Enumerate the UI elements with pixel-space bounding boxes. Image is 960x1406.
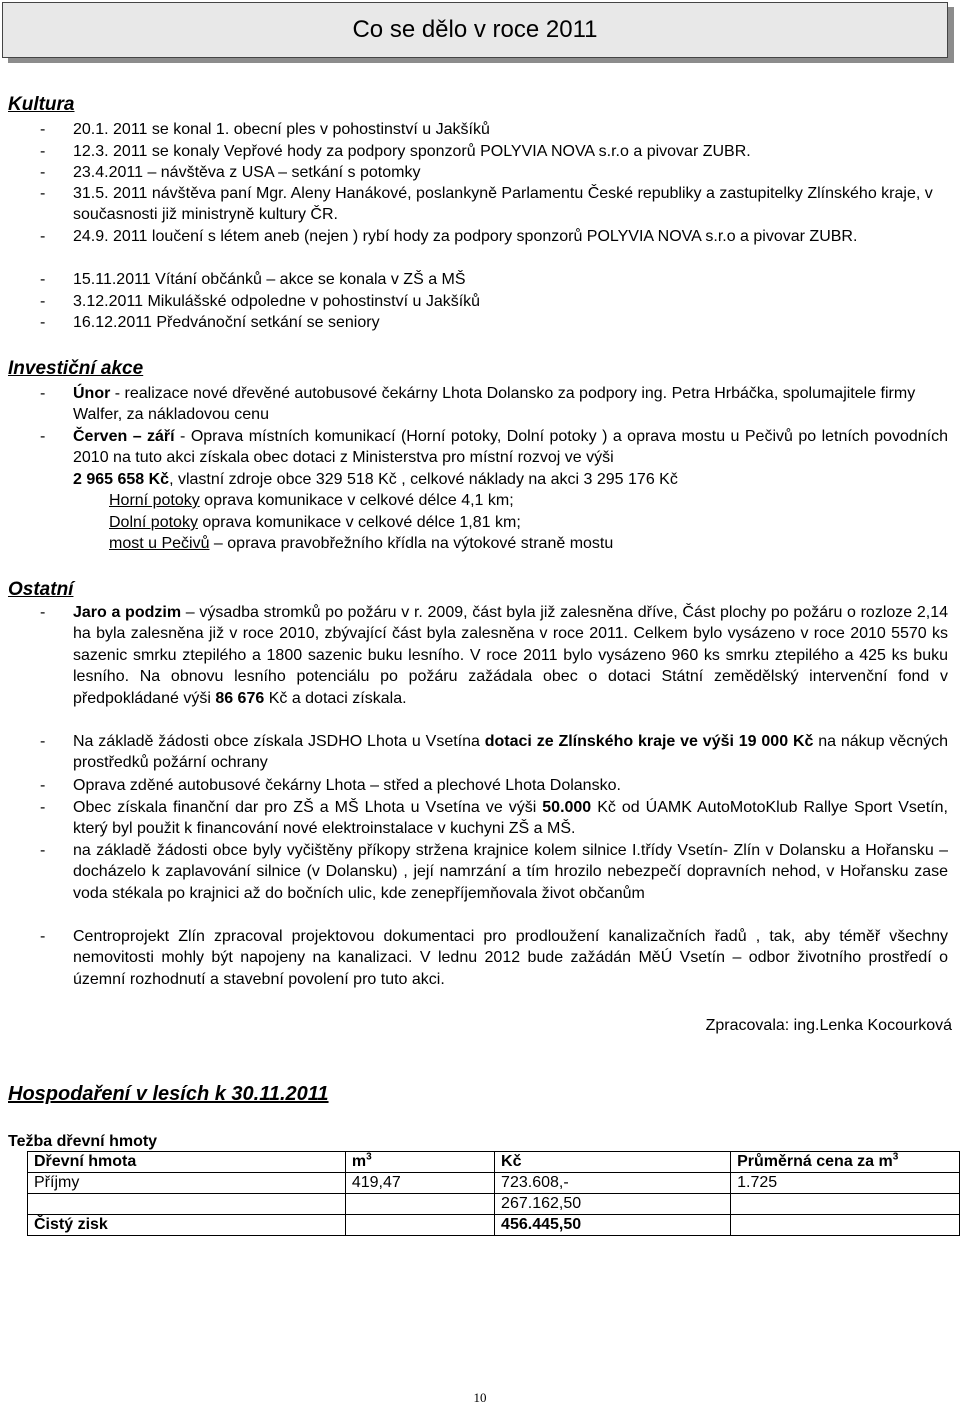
ostatni-heading: Ostatní <box>8 579 74 600</box>
table-row: 267.162,50 <box>28 1194 960 1215</box>
list-item: - na základě žádosti obce byly vyčištěny příkopy stržena krajnice kolem silnice I.třídy Vsetín- Zlín v Dolansku a Hořansku – docházelo k zaplavování silnice (v Dolansku) , její namrzání a tím hrozilo nebezpečí dopravních nehod, v Hořansku zase voda stékala po krajnici až do bočních ulic, kde zenepříjemňovala život občanům <box>40 842 948 902</box>
column-header: Průměrná cena za $m^3$ <box>731 1152 960 1173</box>
wood-table <box>27 1151 960 1236</box>
list-item: - Centroprojekt Zlín zpracoval projektovou dokumentaci pro prodloužení kanalizačních řadů , tak, aby téměř všechny nemovitosti mohly být napojeny na kanalizaci. V lednu 2012 bude zažádán MěÚ Vsetín – odbor životního prostředí o územní rozhodnutí a stavební povolení pro tuto akci. <box>40 928 948 988</box>
list-item: - 31.5. 2011 návštěva paní Mgr. Aleny Hanákové, poslankyně Parlamentu České republiky a zastupitelky Zlínského kraje, v současnosti již ministryně kultury ČR. <box>40 185 933 224</box>
list-item: - Červen – září - Oprava místních komunikací (Horní potoky, Dolní potoky ) a oprava mostu u Pečivů po letních povodních 2010 na tuto akci získala obec dotaci z Ministerstva pro místní rozvoj ve výši 2 965 658 Kč, vlastní zdroje obce 329 518 Kč , celkové náklady na akci 3 295 176 Kč <box>40 428 948 488</box>
table-row: Čistý zisk 456.445,50 <box>28 1215 960 1236</box>
page-number: 10 <box>473 1390 487 1405</box>
table-row: Příjmy 419,47 723.608,- 1.725 <box>28 1173 960 1194</box>
list-item: - 23.4.2011 – návštěva z USA – setkání s potomky <box>40 164 421 181</box>
list-item: - Únor - realizace nové dřevěné autobusové čekárny Lhota Dolansko za podpory ing. Petra Hrbáčka, spolumajitele firmy Walfer, za nákladovou cenu <box>40 385 916 424</box>
list-item: - Obec získala finanční dar pro ZŠ a MŠ Lhota u Vsetína ve výši 50.000 Kč od ÚAMK AutoMotoKlub Rallye Sport Vsetín, který byl použit k financování nové elektroinstalace v kuchyni ZŠ a MŠ. <box>40 799 948 838</box>
list-item: - 3.12.2011 Mikulášské odpoledne v pohostinství u Jakšíků <box>40 293 481 310</box>
list-item: - 24.9. 2011 loučení s létem aneb (nejen ) rybí hody za podpory sponzorů POLYVIA NOVA s.r.o a pivovar ZUBR. <box>40 228 858 245</box>
list-item: - 16.12.2011 Předvánoční setkání se seniory <box>40 314 380 331</box>
cerven-label: Červen <box>73 428 128 445</box>
list-item: - 15.11.2011 Vítání občánků – akce se konala v ZŠ a MŠ <box>40 271 466 288</box>
column-header: $m^3$ <box>345 1152 494 1173</box>
list-item: - 12.3. 2011 se konaly Vepřové hody za podpory sponzorů POLYVIA NOVA s.r.o a pivovar ZUBR. <box>40 143 751 160</box>
investicni-heading: Investiční akce <box>8 358 144 379</box>
list-item: - Oprava zděné autobusové čekárny Lhota – střed a plechové Lhota Dolansko. <box>40 777 621 794</box>
list-item: - Na základě žádosti obce získala JSDHO Lhota u Vsetína dotaci ze Zlínského kraje ve výši 19 000 Kč na nákup věcných prostředků požární ochrany <box>40 733 949 772</box>
table-header-row <box>28 1152 960 1173</box>
lesy-heading: Hospodaření v lesích k 30.11.2011 <box>8 1083 329 1105</box>
work-item: Horní potoky oprava komunikace v celkové délce 4,1 km; <box>109 492 514 509</box>
list-item: - Jaro a podzim – výsadba stromků po požáru v r. 2009, část byla již zalesněna dříve, Část plochy po požáru o rozloze 2,14 ha byla zalesněna již v roce 2010, zbývající část byla zalesněna v roce 2011. Celkem bylo vysázeno v roce 2010 5570 ks sazenic smrku ztepilého a 1800 sazenic buku lesního. V roce 2011 bylo vysázeno 960 ks smrku ztepilého a 425 ks buku lesního. Na obnovu lesního potenciálu po požáru zažádala obec o dotaci Státní zemědělský intervenční fond v předpokládané výši 86 676 Kč a dotaci získala. <box>40 604 949 707</box>
table-title: Težba dřevní hmoty <box>8 1133 158 1150</box>
work-item: most u Pečivů – oprava pravobřežního křídla na výtokové straně mostu <box>109 535 614 552</box>
unor-label: Únor <box>73 385 111 402</box>
signature-line: Zpracovala: ing.Lenka Kocourková <box>705 1017 952 1034</box>
dotace-amount: 2 965 658 Kč <box>73 470 170 488</box>
work-item: Dolní potoky oprava komunikace v celkové délce 1,81 km; <box>109 514 521 531</box>
kultura-heading: Kultura <box>8 94 75 115</box>
page-title: Co se dělo v roce 2011 <box>2 2 948 58</box>
column-header: Kč <box>495 1152 731 1173</box>
column-header: Dřevní hmota <box>28 1152 346 1173</box>
list-item: - 20.1. 2011 se konal 1. obecní ples v pohostinství u Jakšíků <box>40 121 490 138</box>
zari-label: září <box>147 428 175 445</box>
